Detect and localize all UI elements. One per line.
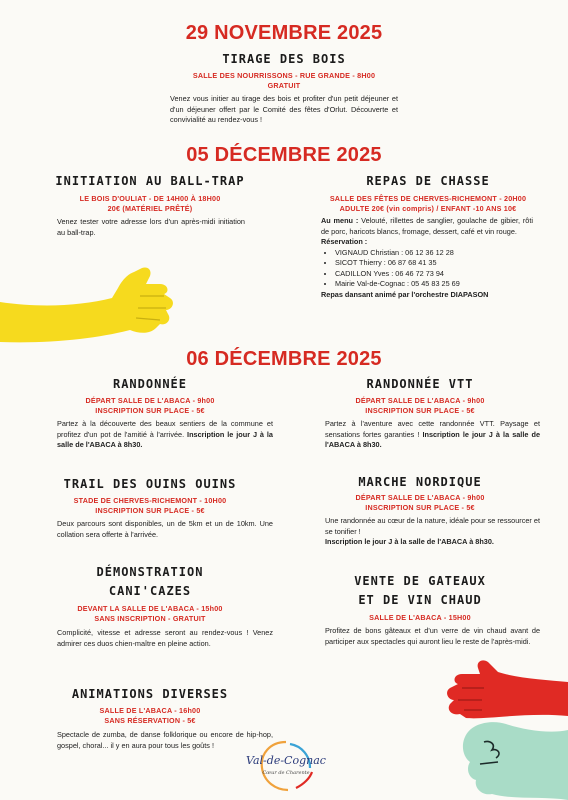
event-info-trail-1: STADE DE CHERVES-RICHEMONT - 10H00	[73, 496, 227, 505]
contact-item: • CADILLON Yves : 06 46 72 73 94	[335, 269, 533, 280]
logo-name: Val-de-Cognac	[246, 754, 326, 767]
event-title-balltrap: INITIATION AU BALL-TRAP	[55, 174, 245, 188]
event-info-marche-2: INSCRIPTION SUR PLACE - 5€	[365, 503, 475, 512]
contact-item: • Mairie Val-de-Cognac : 05 45 83 25 69	[335, 279, 533, 290]
contact-item: • SICOT Thierry : 06 87 68 41 35	[335, 258, 533, 269]
event-info-balltrap-1: LE BOIS D'OULIAT - DE 14H00 À 18H00	[79, 194, 221, 203]
event-info-tirage-2: GRATUIT	[267, 81, 301, 90]
event-title-tirage: TIRAGE DES BOIS	[222, 52, 346, 66]
event-title-randonnee: RANDONNÉE	[112, 377, 188, 391]
event-title-trail: TRAIL DES OUINS OUINS	[63, 477, 237, 491]
event-info-chasse-2: ADULTE 20€ (vin compris) / ENFANT -10 ANS 10€	[339, 204, 517, 213]
red-hand-illustration	[436, 660, 568, 720]
event-desc-tirage: Venez vous initier au tirage des bois et profiter d'un petit déjeuner et d'un déjeuner offert par le Comité des fêtes d'Orlut. Découverte et convivialité au rendez-vous !	[170, 94, 398, 124]
event-title-gateaux-2: ET DE VIN CHAUD	[358, 593, 482, 607]
yellow-hand-illustration	[0, 262, 175, 344]
date-heading-dec06: 06 DÉCEMBRE 2025	[186, 348, 382, 370]
event-info-vtt-1: DÉPART SALLE DE L'ABACA - 9h00	[355, 396, 485, 405]
event-info-chasse-1: SALLE DES FÊTES DE CHERVES-RICHEMONT - 20H00	[329, 194, 527, 203]
marche-note: Inscription le jour J à la salle de l'ABACA à 8h30.	[325, 537, 494, 546]
menu-text: Velouté, rillettes de sanglier, goulache de gibier, rôti de porc, haricots blancs, fromage, dessert, café et vin rouge.	[321, 216, 533, 236]
event-title-marche: MARCHE NORDIQUE	[358, 475, 482, 489]
event-title-canicazes-1: DÉMONSTRATION	[96, 565, 204, 579]
randonnee-note: Inscription le jour J à la salle de l'ABACA à 8h30.	[57, 429, 273, 449]
event-title-vtt: RANDONNÉE VTT	[366, 377, 474, 391]
vtt-note: Inscription le jour J à la salle de l'ABACA à 8h30.	[325, 429, 541, 449]
event-title-chasse: REPAS DE CHASSE	[366, 174, 490, 188]
contact-item: • VIGNAUD Christian : 06 12 36 12 28	[335, 248, 533, 259]
event-title-animations: ANIMATIONS DIVERSES	[71, 687, 229, 701]
event-info-trail-2: INSCRIPTION SUR PLACE - 5€	[95, 506, 205, 515]
event-desc-trail: Deux parcours sont disponibles, un de 5km et un de 10km. Une collation sera offerte à l'arrivée.	[57, 519, 273, 539]
event-info-randonnee-1: DÉPART SALLE DE L'ABACA - 9h00	[85, 396, 215, 405]
event-info-canicazes-2: SANS INSCRIPTION - GRATUIT	[94, 614, 206, 623]
chasse-footer: Repas dansant animé par l'orchestre DIAPASON	[321, 289, 489, 299]
event-info-balltrap-2: 20€ (MATÉRIEL PRÊTÉ)	[107, 204, 193, 213]
date-heading-nov29: 29 NOVEMBRE 2025	[185, 22, 383, 44]
val-de-cognac-logo	[246, 738, 326, 794]
randonnee-desc-text: Partez à la découverte des beaux sentiers de la commune et profitez d'un pot de l'amitié à l'arrivée.	[57, 419, 273, 439]
event-info-animations-2: SANS RÉSERVATION - 5€	[104, 716, 196, 725]
event-desc-animations: Spectacle de zumba, de danse folklorique ou encore de hip-hop, gospel, choral... il y en aura pour tous les goûts !	[57, 730, 273, 750]
event-desc-chasse	[321, 216, 533, 300]
event-desc-canicazes: Complicité, vitesse et adresse seront au rendez-vous ! Venez admirer ces duos chien-maître en pleine action.	[57, 628, 273, 648]
menu-label: Au menu :	[321, 216, 359, 225]
event-info-vtt-2: INSCRIPTION SUR PLACE - 5€	[365, 406, 475, 415]
event-info-animations-1: SALLE DE L'ABACA - 16h00	[99, 706, 201, 715]
event-desc-gateaux: Profitez de bons gâteaux et d'un verre de vin chaud avant de participer aux spectacles qui auront lieu le reste de l'après-midi.	[325, 626, 540, 646]
event-title-gateaux-1: VENTE DE GATEAUX	[354, 574, 486, 588]
event-desc-marche	[325, 516, 540, 548]
vtt-desc-text: Partez à l'aventure avec cette randonnée VTT. Paysage et sensations fortes garanties !	[325, 419, 540, 439]
marche-desc-text: Une randonnée au cœur de la nature, idéale pour se ressourcer et se tonifier !	[325, 516, 540, 536]
event-info-randonnee-2: INSCRIPTION SUR PLACE - 5€	[95, 406, 205, 415]
event-info-tirage-1: SALLE DES NOURRISSONS - RUE GRANDE - 8H00	[192, 71, 376, 80]
contact-list	[321, 248, 533, 290]
event-title-canicazes-2: CANI'CAZES	[108, 584, 192, 598]
event-desc-balltrap: Venez tester votre adresse lors d'un après-midi initiation au ball-trap.	[57, 217, 245, 237]
event-info-canicazes-1: DEVANT LA SALLE DE L'ABACA - 15h00	[77, 604, 223, 613]
date-heading-dec05: 05 DÉCEMBRE 2025	[186, 144, 382, 166]
event-info-marche-1: DÉPART SALLE DE L'ABACA - 9h00	[355, 493, 485, 502]
event-desc-vtt	[325, 419, 540, 451]
event-info-gateaux-1: SALLE DE L'ABACA - 15H00	[369, 613, 471, 622]
green-hand-illustration	[454, 716, 568, 800]
event-desc-randonnee	[57, 419, 273, 451]
reservation-label: Réservation :	[321, 237, 368, 246]
logo-tagline: Cœur de Charente	[262, 770, 310, 776]
